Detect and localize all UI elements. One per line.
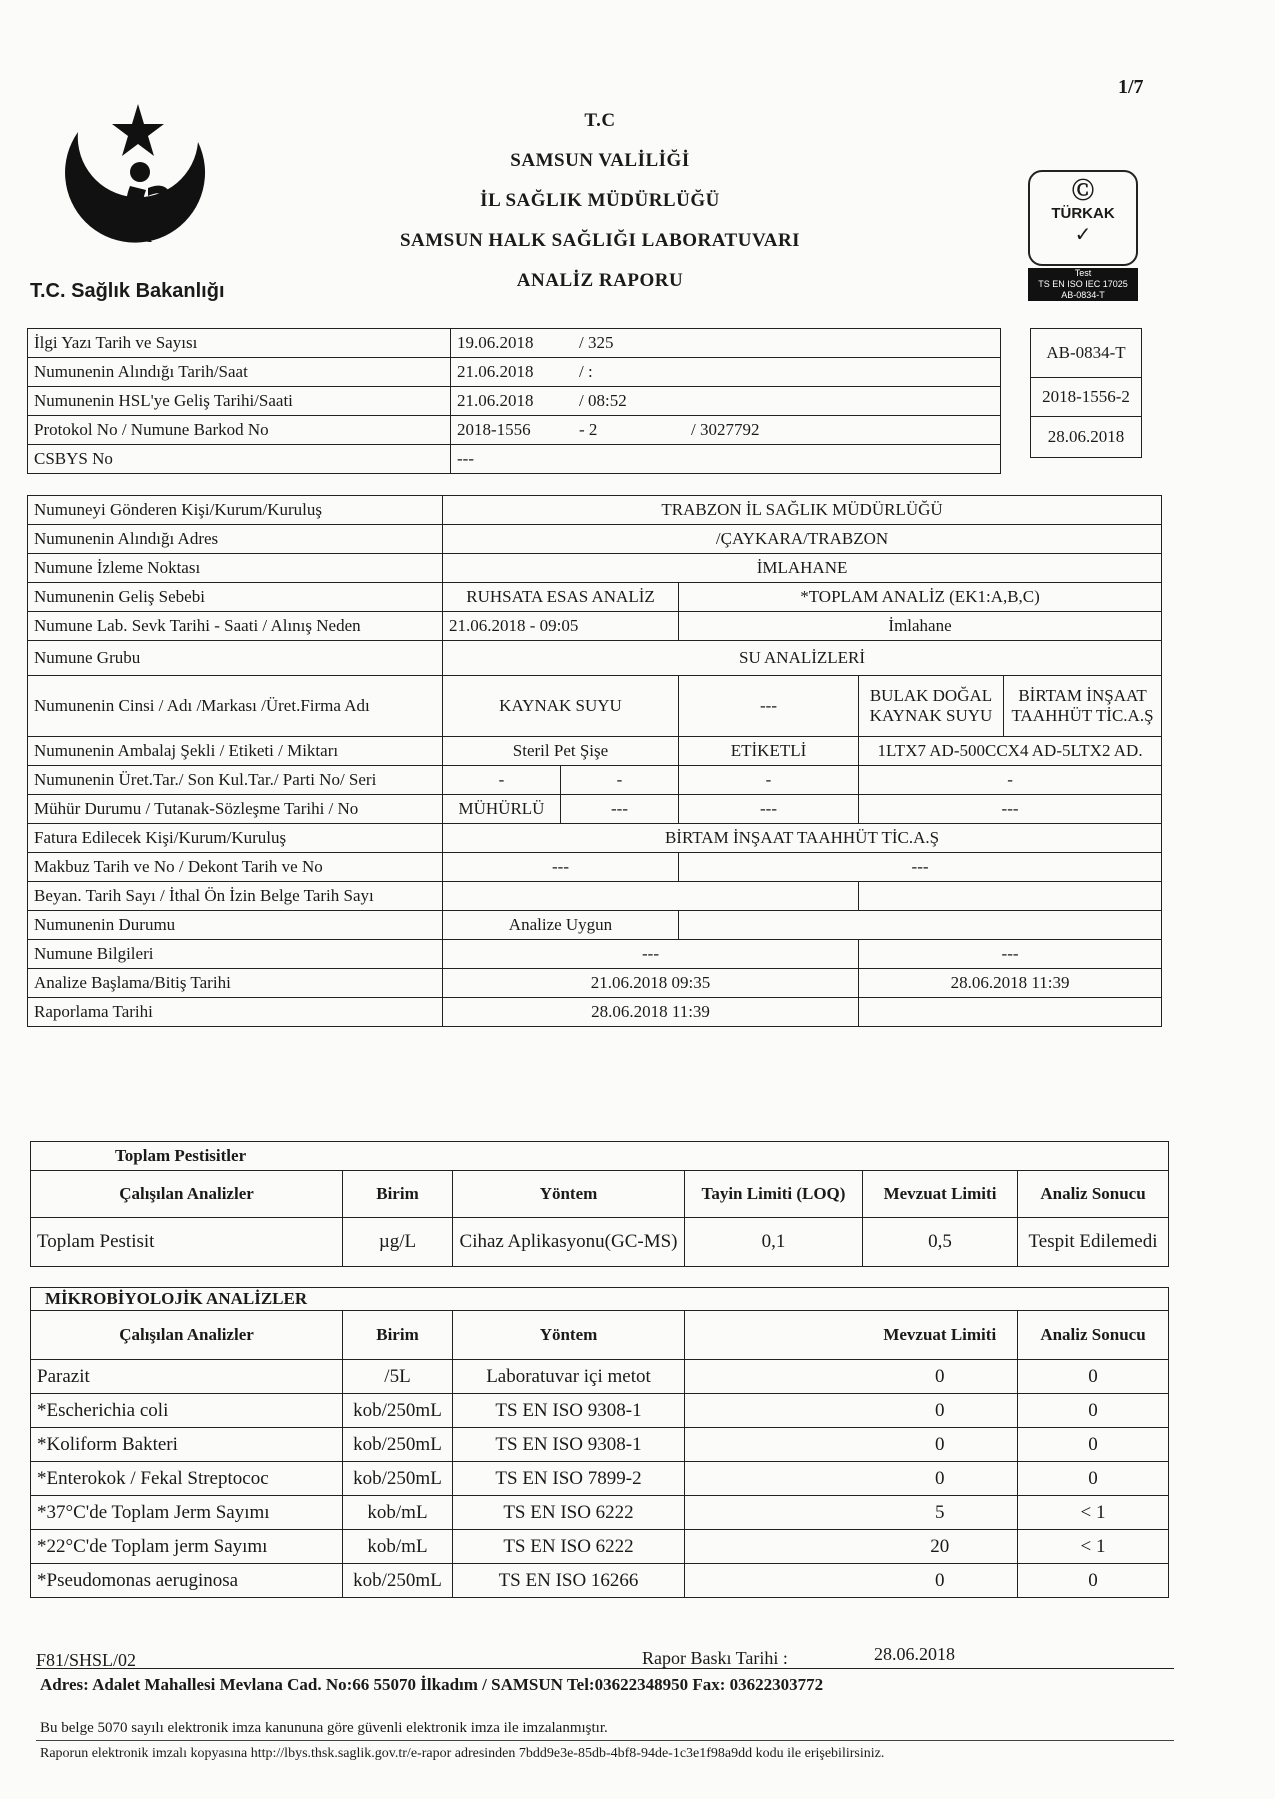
- analysis-method: TS EN ISO 6222: [453, 1496, 685, 1530]
- column-header: Birim: [343, 1171, 453, 1218]
- sample-group: SU ANALİZLERİ: [443, 641, 1162, 676]
- analysis-name: *Koliform Bakteri: [31, 1428, 343, 1462]
- analysis-limit: 0: [863, 1564, 1018, 1598]
- side-box-date: 28.06.2018: [1031, 417, 1142, 458]
- sample-sender: TRABZON İL SAĞLIK MÜDÜRLÜĞÜ: [443, 496, 1162, 525]
- sample-label: Makbuz Tarih ve No / Dekont Tarih ve No: [28, 853, 443, 882]
- turkak-band: [1028, 268, 1138, 301]
- check-icon: ✓: [1074, 224, 1092, 246]
- sample-label: Mühür Durumu / Tutanak-Sözleşme Tarihi / No: [28, 795, 443, 824]
- sample-lab-date: 21.06.2018 - 09:05: [443, 612, 679, 641]
- analysis-unit: kob/mL: [343, 1496, 453, 1530]
- table-row: [28, 882, 1162, 911]
- table-row: [28, 853, 1162, 882]
- column-header: Çalışılan Analizler: [31, 1171, 343, 1218]
- table-row: [28, 824, 1162, 853]
- e-report-link-note: Raporun elektronik imzalı kopyasına http://lbys.thsk.saglik.gov.tr/e-rapor adresinden 7bdd9e3e-85db-4bf8-94de-1c3e1f98a9dd kodu ile erişebilirsiniz.: [40, 1746, 885, 1761]
- ref-label: Numunenin Alındığı Tarih/Saat: [28, 358, 451, 387]
- production-date: -: [443, 766, 561, 795]
- ref-label: Protokol No / Numune Barkod No: [28, 416, 451, 445]
- sample-label: Numuneyi Gönderen Kişi/Kurum/Kuruluş: [28, 496, 443, 525]
- header-line-1: T.C: [584, 110, 616, 131]
- table-row: [31, 1311, 1169, 1360]
- sample-label: Numunenin Geliş Sebebi: [28, 583, 443, 612]
- sample-label: Fatura Edilecek Kişi/Kurum/Kuruluş: [28, 824, 443, 853]
- side-box-code: AB-0834-T: [1031, 329, 1142, 378]
- table-row: [28, 969, 1162, 998]
- seal-value: ---: [561, 795, 679, 824]
- table-row: [31, 1288, 1169, 1311]
- receipt-info: ---: [443, 853, 679, 882]
- analysis-name: *37°C'de Toplam Jerm Sayımı: [31, 1496, 343, 1530]
- analysis-name: Toplam Pestisit: [31, 1218, 343, 1267]
- column-header: Yöntem: [453, 1311, 685, 1360]
- table-row: [28, 641, 1162, 676]
- table-row: [28, 766, 1162, 795]
- ref-value: / :: [573, 358, 1001, 387]
- analysis-unit: µg/L: [343, 1218, 453, 1267]
- table-row: [1031, 378, 1142, 417]
- sample-label: Numune Lab. Sevk Tarihi - Saati / Alınış Neden: [28, 612, 443, 641]
- analysis-result: < 1: [1018, 1496, 1169, 1530]
- sample-lab-reason: İmlahane: [679, 612, 1162, 641]
- table-row: [31, 1428, 1169, 1462]
- ref-label: İlgi Yazı Tarih ve Sayısı: [28, 329, 451, 358]
- column-header: [685, 1311, 863, 1360]
- table-row: [28, 358, 1001, 387]
- table-row: [1031, 329, 1142, 378]
- ministry-name: T.C. Sağlık Bakanlığı: [30, 280, 225, 302]
- sample-label: Numunenin Durumu: [28, 911, 443, 940]
- analysis-end: 28.06.2018 11:39: [859, 969, 1162, 998]
- table-row: [28, 416, 1001, 445]
- form-code: F81/SHSL/02: [36, 1650, 137, 1670]
- seal-value: ---: [859, 795, 1162, 824]
- ref-value: - 2: [573, 416, 685, 445]
- sample-table: [27, 495, 1162, 1027]
- column-header: Analiz Sonucu: [1018, 1171, 1169, 1218]
- analysis-result: < 1: [1018, 1530, 1169, 1564]
- turkak-c-icon: Ⓒ: [1071, 178, 1094, 203]
- table-row: [28, 612, 1162, 641]
- sample-label-status: ETİKETLİ: [679, 737, 859, 766]
- analysis-name: *Enterokok / Fekal Streptococ: [31, 1462, 343, 1496]
- turkak-test: Test: [1074, 268, 1092, 278]
- pesticides-title: Toplam Pestisitler: [31, 1142, 1169, 1171]
- side-box-protocol: 2018-1556-2: [1031, 378, 1142, 417]
- declaration-value: [443, 882, 859, 911]
- sample-label: Numunenin Üret.Tar./ Son Kul.Tar./ Parti No/ Seri: [28, 766, 443, 795]
- table-row: [31, 1496, 1169, 1530]
- analysis-limit: 0: [863, 1394, 1018, 1428]
- ref-date: 21.06.2018: [451, 387, 574, 416]
- print-date: 28.06.2018: [874, 1644, 955, 1664]
- analysis-name: Parazit: [31, 1360, 343, 1394]
- analysis-limit: 0: [863, 1428, 1018, 1462]
- ref-value: / 325: [573, 329, 1001, 358]
- reference-table: [27, 328, 1001, 474]
- analysis-limit: 0: [863, 1462, 1018, 1496]
- ref-label: Numunenin HSL'ye Geliş Tarihi/Saati: [28, 387, 451, 416]
- ref-label: CSBYS No: [28, 445, 451, 474]
- analysis-method: TS EN ISO 7899-2: [453, 1462, 685, 1496]
- header-line-4: SAMSUN HALK SAĞLIĞI LABORATUVARI: [399, 230, 801, 251]
- sample-label: Numunenin Cinsi / Adı /Markası /Üret.Firma Adı: [28, 676, 443, 737]
- seal-value: ---: [679, 795, 859, 824]
- analysis-limit: 20: [863, 1530, 1018, 1564]
- analysis-limit: 0: [863, 1360, 1018, 1394]
- import-permit-value: [859, 882, 1162, 911]
- sample-type: KAYNAK SUYU: [443, 676, 679, 737]
- sample-address: /ÇAYKARA/TRABZON: [443, 525, 1162, 554]
- analysis-method: TS EN ISO 6222: [453, 1530, 685, 1564]
- column-header: Çalışılan Analizler: [31, 1311, 343, 1360]
- analysis-method: TS EN ISO 16266: [453, 1564, 685, 1598]
- ref-date: ---: [451, 445, 574, 474]
- table-row: [28, 911, 1162, 940]
- analysis-method: Laboratuvar içi metot: [453, 1360, 685, 1394]
- analysis-result: 0: [1018, 1428, 1169, 1462]
- analysis-limit: 0,5: [863, 1218, 1018, 1267]
- e-signature-note: Bu belge 5070 sayılı elektronik imza kanununa göre güvenli elektronik imza ile imzalanmıştır.: [40, 1720, 608, 1736]
- sample-point: İMLAHANE: [443, 554, 1162, 583]
- analysis-unit: kob/250mL: [343, 1428, 453, 1462]
- table-row: [28, 329, 1001, 358]
- footer-divider: [36, 1668, 1174, 1669]
- sample-package: Steril Pet Şişe: [443, 737, 679, 766]
- sample-status-extra: [679, 911, 1162, 940]
- analysis-result: Tespit Edilemedi: [1018, 1218, 1169, 1267]
- turkak-brand: TÜRKAK: [1051, 205, 1115, 222]
- table-row: [28, 676, 1162, 737]
- table-row: [31, 1394, 1169, 1428]
- table-row: [28, 496, 1162, 525]
- analysis-unit: /5L: [343, 1360, 453, 1394]
- header-line-2: SAMSUN VALİLİĞİ: [510, 150, 690, 171]
- table-row: [28, 583, 1162, 612]
- sample-label: Numune İzleme Noktası: [28, 554, 443, 583]
- sample-label: Numune Grubu: [28, 641, 443, 676]
- analysis-result: 0: [1018, 1394, 1169, 1428]
- report-date-extra: [859, 998, 1162, 1027]
- sample-label: Numunenin Alındığı Adres: [28, 525, 443, 554]
- table-row: [28, 998, 1162, 1027]
- analysis-unit: kob/250mL: [343, 1394, 453, 1428]
- column-header: Yöntem: [453, 1171, 685, 1218]
- expiry-date: -: [561, 766, 679, 795]
- sample-label: Beyan. Tarih Sayı / İthal Ön İzin Belge Tarih Sayı: [28, 882, 443, 911]
- footer-divider: [36, 1740, 1174, 1741]
- ministry-logo: [30, 92, 230, 307]
- batch-no: -: [679, 766, 859, 795]
- ref-date: 19.06.2018: [451, 329, 574, 358]
- column-header: Tayin Limiti (LOQ): [685, 1171, 863, 1218]
- analysis-method: TS EN ISO 9308-1: [453, 1394, 685, 1428]
- sample-reason-detail: *TOPLAM ANALİZ (EK1:A,B,C): [679, 583, 1162, 612]
- sample-label: Raporlama Tarihi: [28, 998, 443, 1027]
- table-row: [28, 445, 1001, 474]
- sample-reason: RUHSATA ESAS ANALİZ: [443, 583, 679, 612]
- analysis-name: *Pseudomonas aeruginosa: [31, 1564, 343, 1598]
- sample-quantity: 1LTX7 AD-500CCX4 AD-5LTX2 AD.: [859, 737, 1162, 766]
- analysis-method: TS EN ISO 9308-1: [453, 1428, 685, 1462]
- turkak-standard: TS EN ISO IEC 17025: [1038, 279, 1128, 289]
- deposit-info: ---: [679, 853, 1162, 882]
- table-row: [31, 1142, 1169, 1171]
- sample-brand: BULAK DOĞAL KAYNAK SUYU: [859, 676, 1004, 737]
- analysis-unit: kob/250mL: [343, 1564, 453, 1598]
- table-row: [31, 1462, 1169, 1496]
- sample-company: BİRTAM İNŞAAT TAAHHÜT TİC.A.Ş: [1004, 676, 1162, 737]
- table-row: [28, 554, 1162, 583]
- sample-name: ---: [679, 676, 859, 737]
- report-header: [300, 110, 900, 310]
- analysis-start: 21.06.2018 09:35: [443, 969, 859, 998]
- table-row: [28, 940, 1162, 969]
- analysis-result: 0: [1018, 1462, 1169, 1496]
- sample-label: Analize Başlama/Bitiş Tarihi: [28, 969, 443, 998]
- report-date: 28.06.2018 11:39: [443, 998, 859, 1027]
- table-row: [28, 525, 1162, 554]
- side-box: [1030, 328, 1142, 458]
- turkak-code: AB-0834-T: [1061, 290, 1105, 300]
- table-row: [28, 387, 1001, 416]
- analysis-result: 0: [1018, 1360, 1169, 1394]
- sample-label: Numune Bilgileri: [28, 940, 443, 969]
- invoice-party: BİRTAM İNŞAAT TAAHHÜT TİC.A.Ş: [443, 824, 1162, 853]
- header-line-3: İL SAĞLIK MÜDÜRLÜĞÜ: [480, 190, 720, 211]
- analysis-name: *Escherichia coli: [31, 1394, 343, 1428]
- table-row: [31, 1218, 1169, 1267]
- ref-date: 21.06.2018: [451, 358, 574, 387]
- microbiology-table: [30, 1287, 1169, 1598]
- column-header: Analiz Sonucu: [1018, 1311, 1169, 1360]
- table-row: [31, 1360, 1169, 1394]
- header-line-5: ANALİZ RAPORU: [516, 270, 684, 291]
- microbiology-title: MİKROBİYOLOJİK ANALİZLER: [31, 1288, 1169, 1311]
- barcode-value: / 3027792: [685, 416, 1001, 445]
- sample-info: ---: [859, 940, 1162, 969]
- ref-value: [573, 445, 1001, 474]
- table-row: [31, 1530, 1169, 1564]
- lab-address: Adres: Adalet Mahallesi Mevlana Cad. No:66 55070 İlkadım / SAMSUN Tel:03622348950 Fax: 03622303772: [40, 1675, 824, 1694]
- page-number: 1/7: [1118, 76, 1144, 98]
- column-header: Mevzuat Limiti: [863, 1311, 1018, 1360]
- analysis-method: Cihaz Aplikasyonu(GC-MS): [453, 1218, 685, 1267]
- table-row: [1031, 417, 1142, 458]
- analysis-unit: kob/250mL: [343, 1462, 453, 1496]
- turkak-logo: [1028, 170, 1138, 302]
- analysis-unit: kob/mL: [343, 1530, 453, 1564]
- column-header: Birim: [343, 1311, 453, 1360]
- pesticides-table: [30, 1141, 1169, 1267]
- ref-date: 2018-1556: [451, 416, 574, 445]
- sample-status: Analize Uygun: [443, 911, 679, 940]
- analysis-loq: 0,1: [685, 1218, 863, 1267]
- analysis-result: 0: [1018, 1564, 1169, 1598]
- analysis-name: *22°C'de Toplam jerm Sayımı: [31, 1530, 343, 1564]
- crescent-star-icon: [30, 92, 230, 272]
- print-date-label: Rapor Baskı Tarihi :: [642, 1648, 788, 1668]
- sample-info: ---: [443, 940, 859, 969]
- column-header: Mevzuat Limiti: [863, 1171, 1018, 1218]
- table-row: [31, 1171, 1169, 1218]
- sample-label: Numunenin Ambalaj Şekli / Etiketi / Miktarı: [28, 737, 443, 766]
- table-row: [28, 795, 1162, 824]
- ref-value: / 08:52: [573, 387, 1001, 416]
- serial-no: -: [859, 766, 1162, 795]
- table-row: [28, 737, 1162, 766]
- seal-status: MÜHÜRLÜ: [443, 795, 561, 824]
- analysis-limit: 5: [863, 1496, 1018, 1530]
- table-row: [31, 1564, 1169, 1598]
